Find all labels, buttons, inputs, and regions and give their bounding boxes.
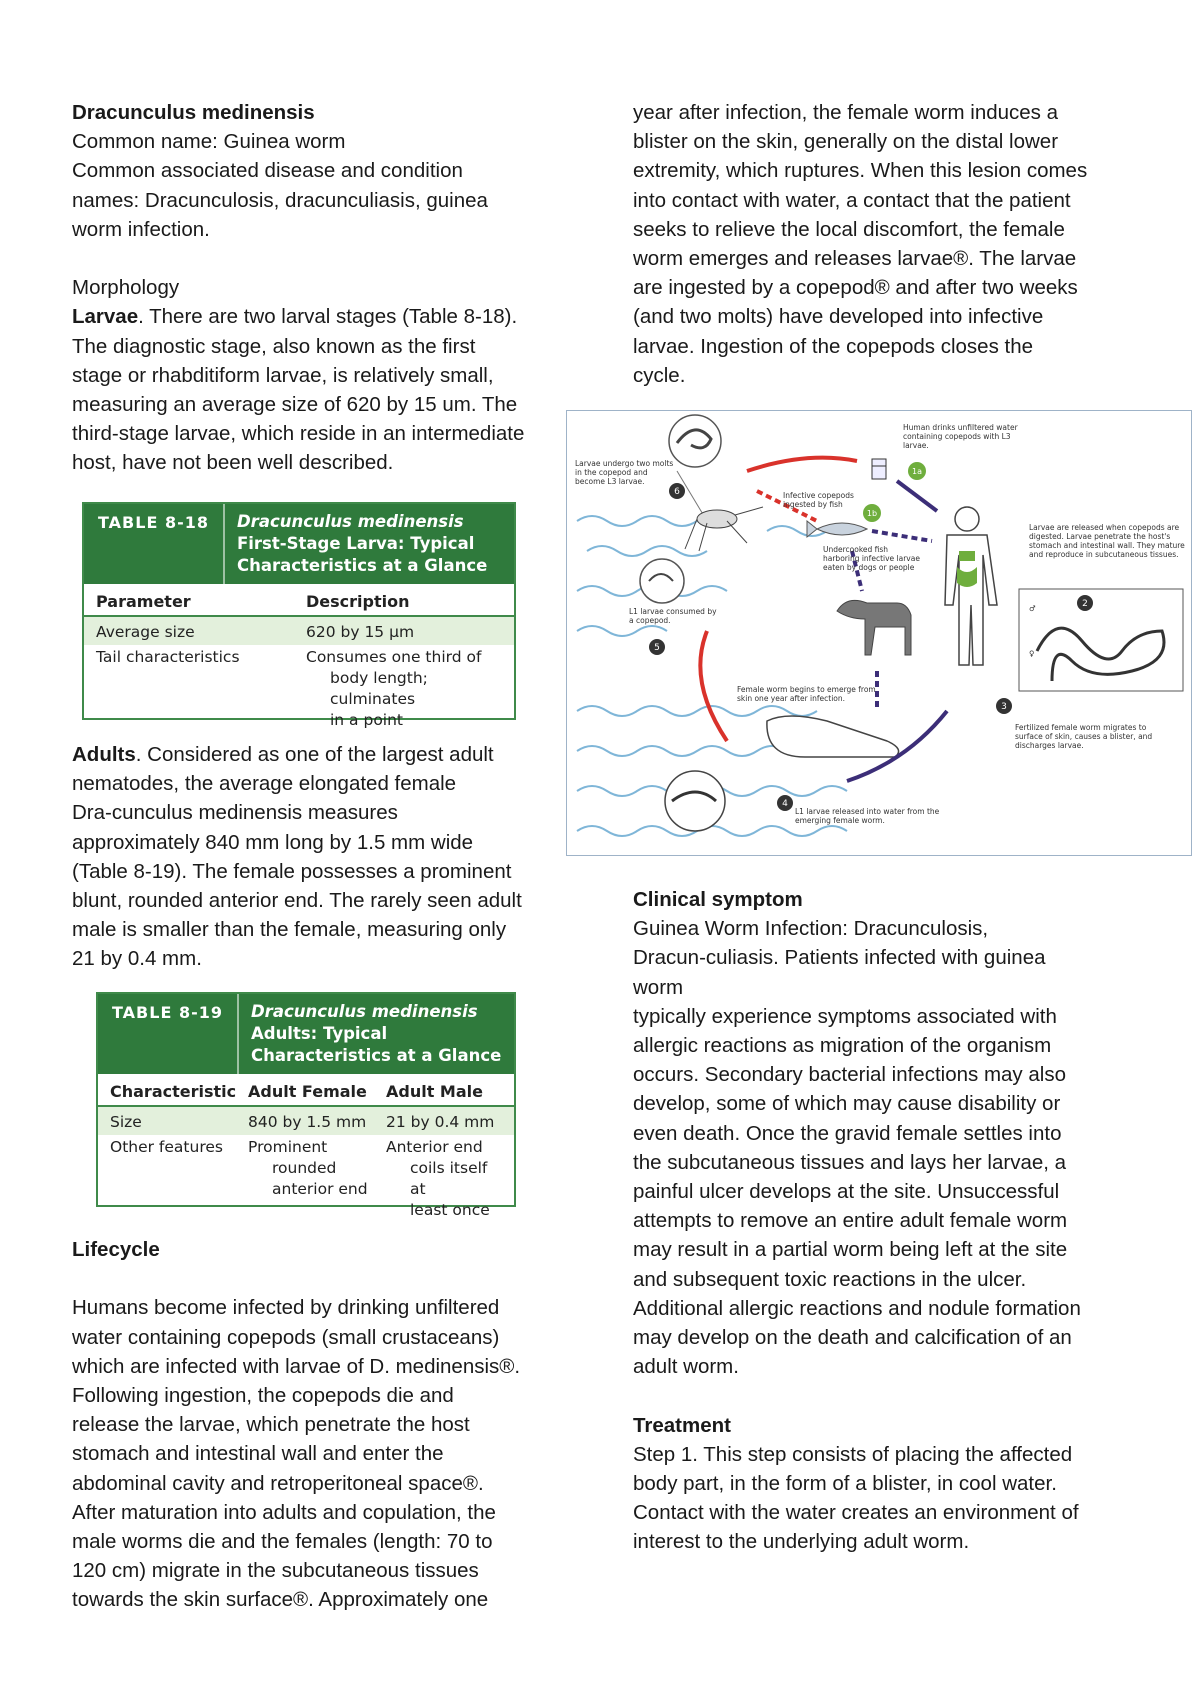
clinical-line: painful ulcer develops at the site. Unsuccessful <box>633 1180 1060 1204</box>
clinical-line: Dracun-culiasis. Patients infected with guinea <box>633 946 1046 970</box>
adults-paragraph-line: Adults. Considered as one of the largest adult <box>72 743 494 766</box>
water-cup-icon <box>872 459 886 479</box>
treatment-heading: Treatment <box>633 1413 731 1437</box>
lifecycle-line: towards the skin surface®. Approximately one <box>72 1588 489 1612</box>
copepod-icon <box>685 507 763 551</box>
clinical-line: adult worm. <box>633 1355 739 1379</box>
larvae-paragraph-line: The diagnostic stage, also known as the first <box>72 334 476 358</box>
lifecycle-section <box>72 1235 582 1615</box>
lifecycle-line: 120 cm) migrate in the subcutaneous tissues <box>72 1559 479 1583</box>
label-step-6: Larvae undergo two molts in the copepod and become L3 larvae. <box>575 459 674 486</box>
svg-text:5: 5 <box>654 643 660 653</box>
clinical-line: typically experience symptoms associated with <box>633 1004 1057 1028</box>
svg-text:1b: 1b <box>866 509 878 518</box>
adults-paragraph-line: Dra-cunculus medinensis measures <box>72 801 398 825</box>
table-header <box>84 504 514 584</box>
svg-text:♀: ♀ <box>1029 649 1035 658</box>
svg-text:2: 2 <box>1082 599 1088 609</box>
column-header: Characteristic <box>110 1082 237 1101</box>
lifecycle-line: year after infection, the female worm induces a <box>633 101 1059 124</box>
common-name: Common name: Guinea worm <box>72 130 346 154</box>
copepod-ingest-circle-icon <box>640 559 684 603</box>
clinical-line: and subsequent toxic reactions in the ulcer. <box>633 1267 1027 1291</box>
clinical-heading: Clinical symptom <box>633 888 803 911</box>
lifecycle-line: which are infected with larvae of D. medinensis®. <box>72 1354 521 1378</box>
svg-text:♂: ♂ <box>1029 604 1036 613</box>
treatment-line: Contact with the water creates an environment of <box>633 1501 1079 1525</box>
species-title: Dracunculus medinensis <box>72 101 315 124</box>
svg-text:4: 4 <box>782 799 788 809</box>
lifecycle-line: Following ingestion, the copepods die and <box>72 1384 454 1407</box>
lifecycle-line: (and two molts) have developed into infective <box>633 305 1044 329</box>
lifecycle-line: release the larvae, which penetrate the host <box>72 1413 470 1437</box>
larvae-paragraph-line: measuring an average size of 620 by 15 um. The <box>72 393 518 417</box>
label-step-5: L1 larvae consumed by a copepod. <box>629 607 717 625</box>
human-body-icon <box>945 507 997 665</box>
table-title: Dracunculus medinensis Adults: Typical Characteristics at a Glance <box>250 1002 502 1065</box>
larvae-paragraph-line: stage or rhabditiform larvae, is relatively small, <box>72 363 494 387</box>
lifecycle-line: are ingested by a copepod® and after two weeks <box>633 276 1078 300</box>
clinical-line: the subcutaneous tissues and lays her larvae, a <box>633 1150 1067 1174</box>
larvae-paragraph-line: Larvae. There are two larval stages (Table 8-18). <box>72 305 518 329</box>
left-column <box>72 98 572 478</box>
lifecycle-line: larvae. Ingestion of the copepods closes the <box>633 334 1034 358</box>
disease-names-line: names: Dracunculosis, dracunculiasis, guinea <box>72 188 488 212</box>
table-column-headers <box>98 1074 514 1107</box>
table-number: TABLE 8-18 <box>84 504 225 584</box>
svg-text:6: 6 <box>674 487 680 497</box>
clinical-line: occurs. Secondary bacterial infections may also <box>633 1063 1066 1087</box>
clinical-line: Additional allergic reactions and nodule formation <box>633 1296 1081 1320</box>
clinical-line: even death. Once the gravid female settles into <box>633 1121 1062 1145</box>
lifecycle-diagram <box>566 410 1192 856</box>
adult-worm-box <box>1019 589 1183 691</box>
dog-icon <box>837 600 911 655</box>
foot-icon <box>767 716 899 757</box>
lifecycle-line: worm emerges and releases larvae®. The larvae <box>633 247 1077 271</box>
adults-label: Adults <box>72 743 136 766</box>
adults-paragraph-line: blunt, rounded anterior end. The rarely seen adult <box>72 889 522 913</box>
clinical-line: Guinea Worm Infection: Dracunculosis, <box>633 917 989 941</box>
larvae-in-water-circle-icon <box>665 771 725 831</box>
lifecycle-line: abdominal cavity and retroperitoneal space®. <box>72 1471 484 1495</box>
table-8-19 <box>96 992 516 1219</box>
lifecycle-line: male worms die and the females (length: 70 to <box>72 1530 493 1554</box>
label-female-emerge: Female worm begins to emerge from skin one year after infection. <box>737 685 876 703</box>
column-header: Adult Female <box>248 1082 367 1101</box>
column-header: Description <box>306 592 410 611</box>
clinical-line: may develop on the death and calcification of an <box>633 1326 1072 1350</box>
table-row: Tail characteristics Consumes one third of body length; culminates in a point <box>96 648 482 729</box>
treatment-line: body part, in the form of a blister, in cool water. <box>633 1472 1057 1496</box>
larvae-paragraph-line: host, have not been well described. <box>72 451 394 475</box>
disease-names-line: Common associated disease and condition <box>72 159 463 183</box>
column-header: Adult Male <box>386 1082 483 1101</box>
lifecycle-heading: Lifecycle <box>72 1238 160 1261</box>
lifecycle-line: Humans become infected by drinking unfiltered <box>72 1296 500 1320</box>
lifecycle-line: blister on the skin, generally on the distal lower <box>633 130 1059 154</box>
clinical-line: attempts to remove an entire adult female worm <box>633 1209 1068 1233</box>
clinical-line: may result in a partial worm being left at the site <box>633 1238 1068 1262</box>
adults-paragraph-line: nematodes, the average elongated female <box>72 772 457 796</box>
clinical-line: allergic reactions as migration of the organism <box>633 1034 1052 1058</box>
lifecycle-line: cycle. <box>633 363 686 387</box>
table-row: Other features Prominent rounded anterior end Anterior end coils itself at least once <box>110 1138 490 1219</box>
adults-paragraph <box>72 740 582 974</box>
label-step-1b-2: Undercooked fish harboring infective larvae eaten by dogs or people <box>823 545 920 572</box>
label-step-2: Larvae are released when copepods are digested. Larvae penetrate the host's stomach and intestinal wall. They mature and reproduce in subcutaneous tissues. <box>1029 523 1185 559</box>
lifecycle-line: water containing copepods (small crustaceans) <box>72 1325 500 1349</box>
label-step-3: Fertilized female worm migrates to surface of skin, causes a blister, and discharges larvae. <box>1015 723 1153 750</box>
table-8-18 <box>82 502 516 729</box>
table-title: Dracunculus medinensis First-Stage Larva: Typical Characteristics at a Glance <box>236 512 488 575</box>
larvae-label: Larvae <box>72 305 139 329</box>
lifecycle-diagram-svg <box>567 411 1191 855</box>
larvae-paragraph-line: third-stage larvae, which reside in an intermediate <box>72 422 525 446</box>
svg-text:1a: 1a <box>912 467 922 476</box>
clinical-line: worm <box>633 975 684 999</box>
clinical-line: develop, some of which may cause disability or <box>633 1092 1061 1116</box>
clinical-section <box>633 885 1153 1557</box>
label-step-1a: Human drinks unfiltered water containing copepods with L3 larvae. <box>903 423 1018 450</box>
disease-names-line: worm infection. <box>72 217 210 241</box>
lifecycle-line: into contact with water, a contact that the patient <box>633 188 1071 212</box>
arrow-1a-to-human <box>897 481 937 511</box>
lifecycle-line: stomach and intestinal wall and enter the <box>72 1442 444 1466</box>
adults-paragraph-line: (Table 8-19). The female possesses a prominent <box>72 859 512 883</box>
svg-text:3: 3 <box>1001 702 1007 712</box>
table-column-headers <box>84 584 514 617</box>
treatment-line: Step 1. This step consists of placing the affected <box>633 1442 1073 1466</box>
lifecycle-line: After maturation into adults and copulation, the <box>72 1500 496 1524</box>
treatment-line: interest to the underlying adult worm. <box>633 1530 970 1554</box>
lifecycle-line: seeks to relieve the local discomfort, the female <box>633 217 1065 241</box>
table-row: Average size 620 by 15 µm <box>84 617 514 645</box>
arrow-4-to-5 <box>700 631 727 741</box>
arrow-fish-to-human <box>872 531 932 541</box>
morphology-heading: Morphology <box>72 276 180 300</box>
table-number: TABLE 8-19 <box>98 994 239 1074</box>
label-step-4: L1 larvae released into water from the emerging female worm. <box>795 807 940 825</box>
lifecycle-line: extremity, which ruptures. When this lesion comes <box>633 159 1088 183</box>
adults-paragraph-line: approximately 840 mm long by 1.5 mm wide <box>72 830 474 854</box>
table-row: Size 840 by 1.5 mm 21 by 0.4 mm <box>98 1107 514 1135</box>
table-header <box>98 994 514 1074</box>
adults-paragraph-line: male is smaller than the female, measuring only <box>72 918 507 942</box>
fish-icon <box>807 521 867 537</box>
label-step-1b: Infective copepods ingested by fish <box>783 491 854 509</box>
adults-paragraph-line: 21 by 0.4 mm. <box>72 947 202 971</box>
right-column <box>633 98 1133 390</box>
column-header: Parameter <box>96 592 191 611</box>
arrow-6-to-1a <box>747 458 857 471</box>
copepod-magnified-icon <box>669 415 721 521</box>
